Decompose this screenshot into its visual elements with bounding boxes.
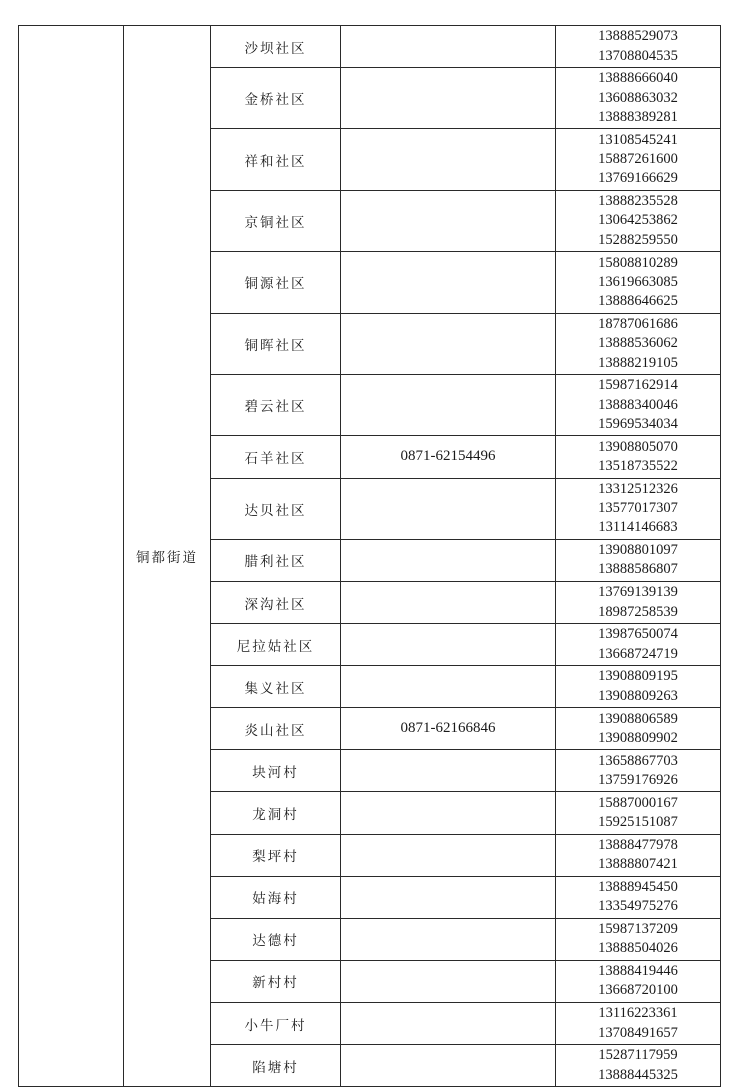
hotline-cell <box>341 666 556 708</box>
hotline-cell: 0871-62154496 <box>341 436 556 478</box>
phone-number: 13668724719 <box>598 645 678 662</box>
phone-numbers-cell <box>556 624 721 666</box>
phone-numbers-cell <box>556 375 721 436</box>
community-name-cell: 深沟社区 <box>211 582 341 624</box>
community-name-cell: 腊利社区 <box>211 539 341 581</box>
community-name-cell: 小牛厂村 <box>211 1002 341 1044</box>
hotline-cell <box>341 960 556 1002</box>
phone-numbers-cell <box>556 708 721 750</box>
phone-number: 13608863032 <box>598 89 678 106</box>
phone-number: 13888536062 <box>598 335 678 352</box>
phone-number: 13888646625 <box>598 293 678 310</box>
phone-numbers-cell <box>556 539 721 581</box>
community-name-cell: 新村村 <box>211 960 341 1002</box>
phone-number: 13888235528 <box>598 193 678 210</box>
hotline-cell <box>341 190 556 251</box>
phone-number: 13888219105 <box>598 354 678 371</box>
phone-numbers-cell <box>556 1002 721 1044</box>
phone-number: 13908809902 <box>598 729 678 746</box>
community-name-cell: 京铜社区 <box>211 190 341 251</box>
street-name-cell: 铜都街道 <box>124 26 211 1087</box>
phone-number: 13888419446 <box>598 963 678 980</box>
community-name-cell: 块河村 <box>211 750 341 792</box>
phone-numbers-cell <box>556 792 721 834</box>
phone-number: 13987650074 <box>598 626 678 643</box>
phone-number: 13888340046 <box>598 396 678 413</box>
community-name-cell: 金桥社区 <box>211 68 341 129</box>
phone-number: 13888477978 <box>598 836 678 853</box>
hotline-cell <box>341 918 556 960</box>
phone-number: 13769139139 <box>598 584 678 601</box>
phone-number: 13518735522 <box>598 457 678 474</box>
hotline-cell <box>341 624 556 666</box>
phone-number: 13908809263 <box>598 687 678 704</box>
phone-numbers-cell <box>556 582 721 624</box>
community-name-cell: 集义社区 <box>211 666 341 708</box>
phone-numbers-cell <box>556 436 721 478</box>
phone-number: 13708804535 <box>598 47 678 64</box>
phone-number: 13888504026 <box>598 940 678 957</box>
phone-number: 13114146683 <box>598 519 678 536</box>
hotline-cell: 0871-62166846 <box>341 708 556 750</box>
community-name-cell: 祥和社区 <box>211 129 341 190</box>
phone-number: 13888666040 <box>598 70 678 87</box>
hotline-cell <box>341 582 556 624</box>
community-name-cell: 炎山社区 <box>211 708 341 750</box>
community-name-cell: 碧云社区 <box>211 375 341 436</box>
hotline-cell <box>341 539 556 581</box>
hotline-cell <box>341 478 556 539</box>
contact-table <box>18 25 721 1087</box>
phone-number: 13668720100 <box>598 982 678 999</box>
phone-number: 13888807421 <box>598 856 678 873</box>
phone-number: 13658867703 <box>598 752 678 769</box>
phone-numbers-cell <box>556 666 721 708</box>
phone-number: 13888945450 <box>598 878 678 895</box>
phone-numbers-cell <box>556 750 721 792</box>
phone-number: 13908805070 <box>598 438 678 455</box>
phone-number: 13619663085 <box>598 273 678 290</box>
phone-number: 13759176926 <box>598 771 678 788</box>
phone-number: 15969534034 <box>598 415 678 432</box>
phone-number: 18987258539 <box>598 603 678 620</box>
community-name-cell: 陷塘村 <box>211 1045 341 1087</box>
phone-number: 13708491657 <box>598 1024 678 1041</box>
hotline-cell <box>341 1045 556 1087</box>
phone-number: 15288259550 <box>598 231 678 248</box>
phone-number: 13116223361 <box>598 1005 678 1022</box>
district-cell <box>19 26 124 1087</box>
community-name-cell: 达德村 <box>211 918 341 960</box>
hotline-cell <box>341 26 556 68</box>
community-name-cell: 沙坝社区 <box>211 26 341 68</box>
community-name-cell: 尼拉姑社区 <box>211 624 341 666</box>
table-row <box>19 26 721 68</box>
phone-number: 13354975276 <box>598 898 678 915</box>
phone-number: 13888445325 <box>598 1066 678 1083</box>
community-name-cell: 铜源社区 <box>211 252 341 313</box>
phone-number: 15925151087 <box>598 814 678 831</box>
phone-number: 15287117959 <box>598 1047 678 1064</box>
phone-numbers-cell <box>556 478 721 539</box>
phone-numbers-cell <box>556 68 721 129</box>
phone-numbers-cell <box>556 252 721 313</box>
phone-number: 15987137209 <box>598 921 678 938</box>
phone-number: 13769166629 <box>598 170 678 187</box>
phone-numbers-cell <box>556 129 721 190</box>
community-name-cell: 姑海村 <box>211 876 341 918</box>
hotline-cell <box>341 834 556 876</box>
phone-number: 13577017307 <box>598 500 678 517</box>
community-name-cell: 达贝社区 <box>211 478 341 539</box>
phone-number: 13312512326 <box>598 480 678 497</box>
hotline-cell <box>341 375 556 436</box>
phone-number: 13888586807 <box>598 561 678 578</box>
phone-number: 13908809195 <box>598 668 678 685</box>
hotline-cell <box>341 313 556 374</box>
phone-numbers-cell <box>556 960 721 1002</box>
hotline-cell <box>341 252 556 313</box>
hotline-cell <box>341 876 556 918</box>
phone-number: 15808810289 <box>598 254 678 271</box>
hotline-cell <box>341 1002 556 1044</box>
phone-number: 13888389281 <box>598 108 678 125</box>
phone-numbers-cell <box>556 834 721 876</box>
phone-numbers-cell <box>556 313 721 374</box>
phone-number: 15987162914 <box>598 377 678 394</box>
phone-numbers-cell <box>556 190 721 251</box>
hotline-cell <box>341 68 556 129</box>
hotline-cell <box>341 129 556 190</box>
phone-number: 15887261600 <box>598 151 678 168</box>
phone-number: 13064253862 <box>598 212 678 229</box>
phone-numbers-cell <box>556 876 721 918</box>
community-name-cell: 石羊社区 <box>211 436 341 478</box>
community-name-cell: 梨坪村 <box>211 834 341 876</box>
phone-number: 13108545241 <box>598 131 678 148</box>
phone-number: 13888529073 <box>598 28 678 45</box>
phone-numbers-cell <box>556 918 721 960</box>
phone-numbers-cell <box>556 1045 721 1087</box>
hotline-cell <box>341 750 556 792</box>
phone-number: 13908806589 <box>598 710 678 727</box>
contact-table-body <box>19 26 721 1087</box>
phone-numbers-cell <box>556 26 721 68</box>
phone-number: 13908801097 <box>598 542 678 559</box>
phone-number: 18787061686 <box>598 315 678 332</box>
community-name-cell: 龙洞村 <box>211 792 341 834</box>
hotline-cell <box>341 792 556 834</box>
phone-number: 15887000167 <box>598 794 678 811</box>
community-name-cell: 铜晖社区 <box>211 313 341 374</box>
